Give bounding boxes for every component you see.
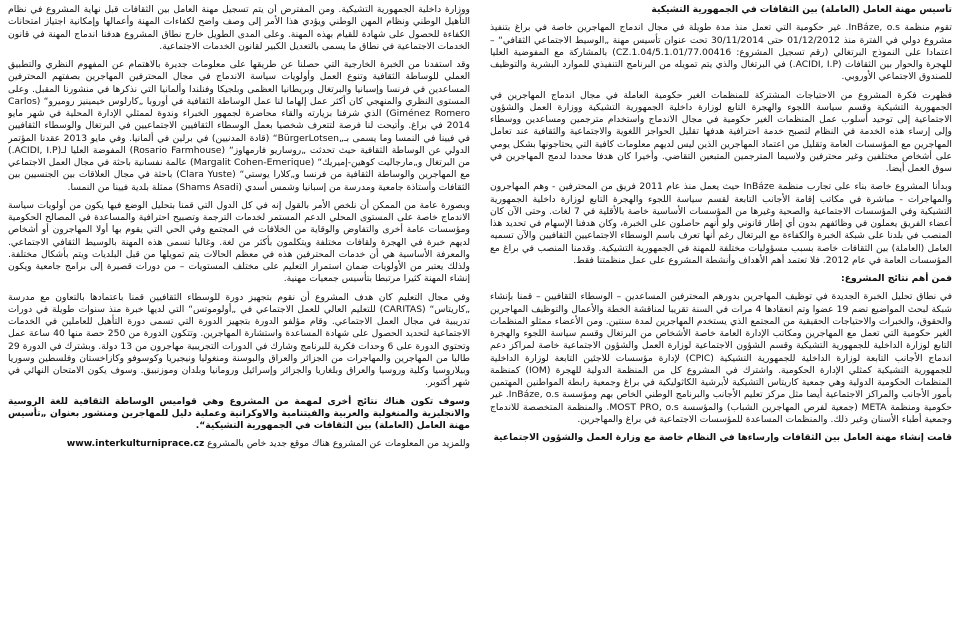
paragraph-project-idea: فظهرت فكرة المشروع من الاحتياجات المشتركة للمنظمات الغير حكومية العاملة في مجال اندماج المهاجرين في الجمهورية التشيكية وقسم سياسة اللجوء والهجرة التابع لوزارة داخلية الجمهورية التشيكية ووزارة العمل والشؤون الاجتماعية إلى توحيد أسلوب عمل المنظمات الغير حكومية في مجال الاندماج واستخدام مترجمين ومساعدين ووسطاء وإلى إرساء هذه الخدمة في النظام لتصبح خدمة احترافية هدفها تقليل الحواجز اللغوية والاجتماعية والثقافية عند تعامل المهاجرين مع المؤسسات العامة وتقليل من اعتماد المهاجرين الذين ليس لديهم معلومات كافية التي يحتاجونها بشكل يومي على أشخاص مختلفين وغير محترفين ولاسيما المترجمين المتبعين التقاضي. وأخيرا كان هدفا محددا لدمج المهاجرين في سوق العمل أيضا. — [490, 89, 952, 174]
paragraph-inbaze-experience: وبدأنا المشروع خاصة بناء على تجارب منظمة InBáze حيث يعمل منذ عام 2011 فريق من المحترفين - وهم المهاجرون والمهاجرات - مباشرة في مكاتب إقامة الأجانب التابعة لقسم سياسة اللجوء والهجرة التابع لوزارة داخلية الجمهورية التشيكية وفي المؤسسات الاجتماعية والصحية وغيرها من المؤسسات الأساسية خاصة بالأقلية في 7 لغات. وحتى الآن كان أعضاء الفريق يعملون في وظائفهم بدون أي إطار قانوني ولو أنهم حاصلون على الخبرة، وكان هدفنا الإسهام في تحديد هذا المنصب في بلدنا على شبكة الخبرة والكفاءة مع البرتغال رغم أنها تعرف باسم الوسطاء الاجتماعيين الثقافيين والآن تسميه العامل (العاملة) بين الثقافات خاصة بسبب مسؤوليات مختلفة للمهنة في الجمهورية التشيكية. وقدمنا المنصب في براغ مع المؤسسات العامة في عام 2012. فلا تعتمد أهم الأهداف وأنشطة المشروع على عمل منظمتنا فقط. — [490, 181, 952, 266]
right-column — [490, 4, 952, 639]
paragraph-other-results: وسوف تكون هناك نتائج أخرى لمهمة من المشروع وهي قواميس الوساطة الثقافية للغة الروسية والانجليزية والمنغولية والعربية والفيتنامية والاوكرانية وعملية دليل للمهاجرين ومنشور بعنوان „تأسيس مهنة العامل (العاملة) بين الثقافات في الجمهورية التشيكية“. — [8, 395, 470, 431]
project-website-link[interactable]: www.interkulturniprace.cz — [66, 438, 205, 450]
paragraph-summary: وبصورة عامة من الممكن أن نلخص الأمر بالقول إنه في كل الدول التي قمنا بتحليل الوضع فيها يكون من أولويات سياسة الاندماج خاصة على المستوى المحلي الدعم المستمر لخدمات الترجمة وتصبيح احترافية والمساعدة في المصالح الحكومية ومؤسسات عامة أخرى والتفاوض والوقاية من الخلافات في المجتمع وفي الحي التي يقوم بها أولا المهاجرون أو أشخاص لديهم خبرة في الهجرة ولقافات مختلفة ويتكلمون بأكثر من لغة. وغالبا تسمى هذه المهنة بالوسيط الثقافي الاجتماعي. والمعرفة الأساسية هي أن خدمات المحترفين هذه في معظم الحالات يتم تمويلها من قبل البلديات ويتم بأشكال مختلفة. ولذلك يعتبر من الأولويات ضمان استمرار التعليم على مختلف المستويات – من دورات قصيرة إلى برامج جامعية ويكون إنشاء المهنة كثيرا مرتبطا بتأسيس جمعيات مهنية. — [8, 199, 470, 285]
paragraph-more-info — [8, 438, 470, 450]
left-column — [8, 4, 470, 639]
article-title: تأسيس مهنة العامل (العاملة) بين الثقافات في الجمهورية التشيكية — [651, 4, 952, 15]
paragraph-ministry: ووزارة داخلية الجمهورية التشيكية. ومن المفترض أن يتم تسجيل مهنة العامل بين الثقافات قبل نهاية المشروع في نظام التأهيل الوطني ونظام المهن الوطني ويؤدي هذا الأمر إلى وصف واضح لكفاءات المهنة وأعمالها وإمكانية اجتياز امتحانات الكفاءة للحصول على شهادة للقيام بهذه المهنة. وعلى المدى الطويل خارج نطاق المشروع هدفنا اندماج المهنة في قانون الخدمات الاجتماعية في نطاق ما يسمى بالتعديل الكبير لقانون الخدمات الاجتماعية. — [8, 4, 470, 52]
paragraph-education: وفي مجال التعليم كان هدف المشروع أن نقوم بتجهيز دورة للوسطاء الثقافيين قمنا باعتمادها بالتعاون مع مدرسة „كاريتاس“ (CARITAS) للتعليم العالي للعمل الاجتماعي في „أولوموتس“ التي لديها خبرة منذ سنوات طويلة في دورات تدريبية في مجال العمل الاجتماعي. وقام مؤلفو الدورة بتجهيز الدورة التي تسمى دورة التأهيل للعاملين في الخدمات الاجتماعية لتحديد الحصول على شهادة المساعدة واستشارة المهاجرين. وتتكون الدورة من 250 حصة منها 40 ساعة عمل وتحتوي الدورة على 6 وحدات فكرية للبرنامج وشارك في الدورات التجريبية مهاجرون من 13 دولة. وبشترك في الدورة 29 طالبا من المهاجرين والمهاجرات من الجزائر والعراق والبوسنة ومنغوليا ونيجيريا وكوسوفو وكازاخستان وفلسطين وسوريا وبيلاروسيا وكلية وروسيا والعراق وبلغاريا والجزائر وإسرائيل ورومانيا وبلدان وموزنبيق. وسوف يكون الامتحان النهائي في شهر أكتوبر. — [8, 291, 470, 389]
paragraph-results: في نطاق تحليل الخبرة الجديدة في توظيف المهاجرين بدورهم المحترفين المساعدين – الوسطاء الثقافيين – قمنا بإنشاء شبكة لبحث المواضيع تضم 19 عضوا وتم انعقادها 4 مرات في السنة تقريبا لمناقشة الخطة والأعمال والتوظيف المهاجرين والحقوق، والخبرات والاحتياجات الحقيقية من المجتمع الذي يستخدم المهاجرين لمدة سنتين. ومن الأعضاء ممثلو المنظمات الغير حكومية التي تعمل مع المهاجرين ومكاتب الإدارة العامة خاصة الأشخاص من البرتغال وقسم سياسة اللجوء والهجرة التابع لوزارة الداخلية للجمهورية التشيكية وقسم الشؤون الاجتماعية لوزارة العمل والشؤون الاجتماعية خاصة لمراكز دعم اندماج الأجانب التابعة لوزارة الداخلية للجمهورية التشيكية (CPIC) لإدارة مؤسسات للاجئين التابعة لوزارة الداخلية للجمهورية التشيكية كمثلي الإدارة الحكومية. واشترك في المشروع كل من المنظمة الدولية للهجرة (IOM) كمنظمة المنظمات الحكومية الدولية وهي جمعية كاريتاس التشيكية لأبرشية الكاثوليكية في براغ وجمعية رابطة المواطنين المهتمين بأمور الأجانب والمراكز الاجتماعية أيضا مثل مركز تعليم الأجانب والبرنامج الوطني الخاص بهم ومؤسسة InBáze, o.s. غير حكومية ومنظمة META (جمعية لفرص المهاجرين الشباب) والمؤسسة MOST PRO, o.s. والمنظمة المتخصصة للاندماج وجمعية أطباء الأسنان وغير ذلك. والمنظمات المساعدة للمؤسسات الاجتماعية في براغ والمهاجرين. — [490, 291, 952, 425]
more-info-text: وللمزيد من المعلومات عن المشروع هناك موقع جديد خاص بالمشروع — [207, 438, 470, 450]
paragraph-foreign-experience: وقد استفدنا من الخبرة الخارجية التي حصلنا عن طريقها على معلومات جديرة بالاهتمام عن المفهوم النظري والتطبيق العملي للوساطة الثقافية وتنوع العمل وأولويات سياسة الاندماج في مجال المحترفين المهاجرين بصفتهم المحترفين المساعدين في فرنسا وإسبانيا والبرتغال وبريطانيا العظمى وبلجيكا وفنلندا وألمانيا التي نذكرها في منشورنا المقبل. وعلى المستوى النظري والمنهجي كان أكثر عمل إلهاما لنا عمل الوساطة الثقافية في أوروبا „كارلوس خيمينيز روميرو“ (Carlos Giménez Romero) الذي شرفنا بزيارته والقاء محاضرة لجمهور الخبراء وندوة لممثلي الإدارة المحلية في شهر مايو 2014 في براغ. وأتيحت لنا فرصة لتتعرف شخصيا بعمل الوسطاء الثقافيين الاجتماعيين في البرتغال والوسطاء الثقافيين في فيينا في النمسا وما يسمى بـ„BürgerLotsen“ (قادة المدنيين) في برلين في ألمانيا. وفي مايو 2013 عقدنا المؤتمر الدولي عن الوساطة الثقافية حيث تحدثت „روساريو فارمهاوز“ (Rosario Farmhouse) المفوضة العليا لـ(ACIDI, I.P.) من البرتغال و„مارجاليت كوهين-إميريك“ (Margalit Cohen-Emerique) عالمة نفسانية باحثة في مجال العمل الاجتماعي مع المهاجرين والوساطة الثقافية من فرنسا و„كلارا يوستي“ (Clara Yuste) باحثة في مجال العلاقات بين الجنسيين بين الثقافات وأستاذة جامعية ومدرسة من إسبانيا وشمس أسدي (Shams Asadi) ممثلة بلدية فيينا من النمسا. — [8, 59, 470, 193]
results-heading: فمن أهم نتائج المشروع: — [841, 273, 952, 284]
paragraph-profession-establishment: قامت إنشاء مهنة العامل بين الثقافات وإرساءها في النظام خاصة مع وزارة العمل والشؤون الاجتماعية — [493, 432, 952, 443]
two-column-layout — [8, 4, 952, 639]
paragraph-intro: تقوم منظمة InBáze, o.s. غير حكومية التي تعمل منذ مدة طويلة في مجال اندماج المهاجرين خاصة في براغ بتنفيذ مشروع دولي في الفترة منذ 01/12/2012 حتى 30/11/2014 تحت عنوان تأسيس مهنة „الوسيط الاجتماعي الثقافي“ – اعتمادا على النموذج البرتغالي (رقم تسجيل المشروع: CZ.1.04/5.1.01/77.00416) بالمشاركة مع المفوضية العليا للهجرة والحوار بين الثقافات (ACIDI, I.P.) في البرتغال والذي يتم تمويله من البرنامج التنفيذي للموارد البشرية والتوظيف للصندوق الاجتماعي الأوروبي. — [490, 22, 952, 83]
